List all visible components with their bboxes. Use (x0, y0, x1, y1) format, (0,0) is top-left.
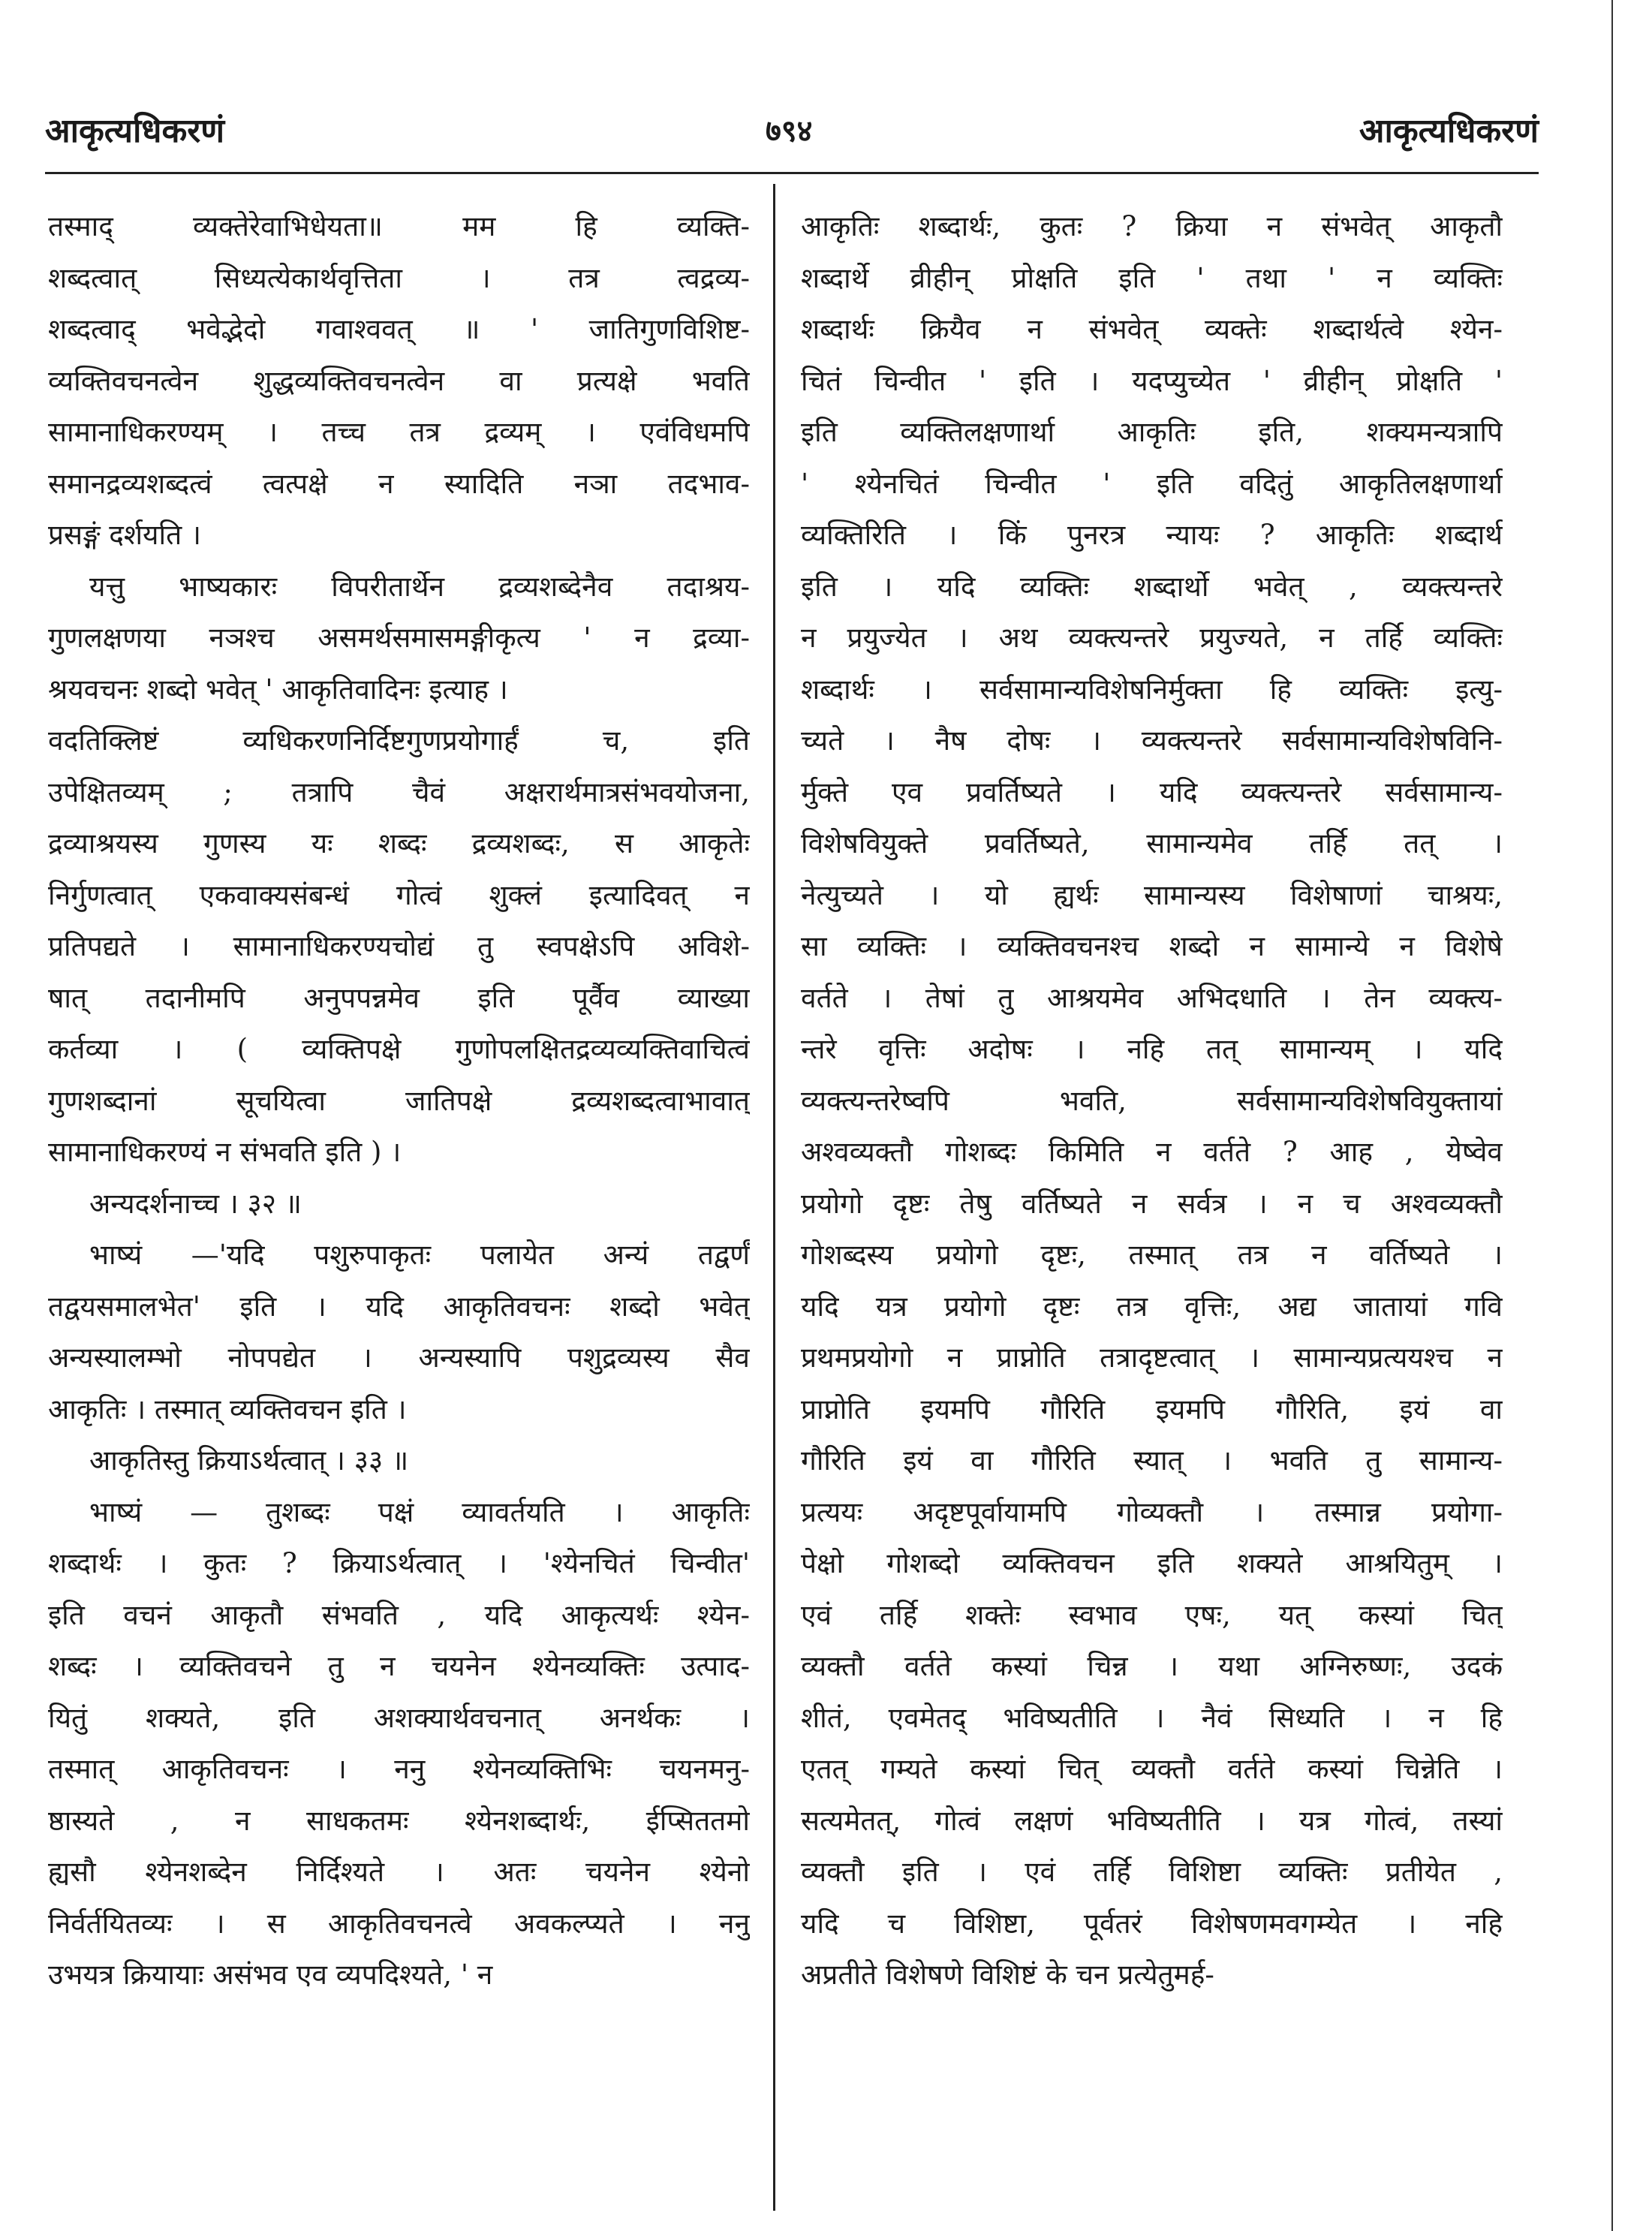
text-line: एवं तर्हि शक्तेः स्वभाव एषः, यत् कस्यां चित् (801, 1598, 1503, 1631)
text-line: श्रयवचनः शब्दो भवेत् ' आकृतिवादिनः इत्याह । (48, 673, 508, 706)
text-line: यदि यत्र प्रयोगो दृष्टः तत्र वृत्तिः, अद्य जातायां गवि (801, 1290, 1503, 1323)
text-line: इति । यदि व्यक्तिः शब्दार्थो भवेत् , व्यक्त्यन्तरे (801, 570, 1503, 603)
text-line: शब्दार्थः क्रियैव न संभवेत् व्यक्तेः शब्दार्थत्वे श्येन- (801, 313, 1503, 345)
text-line: उभयत्र क्रियायाः असंभव एव व्यपदिश्यते, ' न (48, 1959, 493, 1991)
text-line: प्रयोगो दृष्टः तेषु वर्तिष्यते न सर्वत्र । न च अश्वव्यक्तौ (801, 1187, 1503, 1220)
text-line: वदतिक्लिष्टं व्यधिकरणनिर्दिष्टगुणप्रयोगार्हं च, इति (48, 724, 750, 757)
text-line: एतत् गम्यते कस्यां चित् व्यक्तौ वर्तते कस्यां चिन्नेति । (801, 1753, 1503, 1785)
text-line: व्यक्तिरिति । किं पुनरत्र न्यायः ? आकृतिः शब्दार्थ (801, 519, 1503, 551)
text-line: च्यते । नैष दोषः । व्यक्त्यन्तरे सर्वसामान्यविशेषविनि- (801, 724, 1503, 757)
column-divider (773, 184, 775, 2211)
text-line: गोशब्दस्य प्रयोगो दृष्टः, तस्मात् तत्र न वर्तिष्यते । (801, 1239, 1503, 1271)
text-line: शब्दत्वाद् भवेद्भेदो गवाश्ववत् ॥ ' जातिगुणविशिष्ट- (48, 313, 750, 345)
text-line: चितं चिन्वीत ' इति । यदप्युच्येत ' व्रीहीन् प्रोक्षति ' (801, 364, 1503, 397)
text-line: ह्यसौ श्येनशब्देन निर्दिश्यते । अतः चयनेन श्येनो (48, 1856, 750, 1888)
page-edge-line (1611, 0, 1613, 2231)
text-line: ष्ठास्यते , न साधकतमः श्येनशब्दार्थः, ईप्सिततमो (48, 1804, 750, 1837)
text-line: व्यक्तिवचनत्वेन शुद्धव्यक्तिवचनत्वेन वा प्रत्यक्षे भवति (48, 364, 750, 397)
text-line: शब्दार्थे व्रीहीन् प्रोक्षति इति ' तथा ' न व्यक्तिः (801, 261, 1503, 294)
header-rule (45, 172, 1539, 174)
text-line: अश्वव्यक्तौ गोशब्दः किमिति न वर्तते ? आह , येष्वेव (801, 1136, 1503, 1168)
text-line: प्रथमप्रयोगो न प्राप्नोति तत्रादृष्टत्वात् । सामान्यप्रत्ययश्च न (801, 1341, 1503, 1374)
text-line: तस्माद् व्यक्तेरेवाभिधेयता॥ मम हि व्यक्ति- (48, 210, 750, 242)
text-line: प्राप्नोति इयमपि गौरिति इयमपि गौरिति, इयं वा (801, 1392, 1503, 1426)
text-line: सामानाधिकरण्यम् । तच्च तत्र द्रव्यम् । एवंविधमपि (48, 416, 750, 448)
text-line: प्रतिपद्यते । सामानाधिकरण्यचोद्यं तु स्वपक्षेऽपि अविशे- (48, 930, 750, 962)
text-line: इति व्यक्तिलक्षणार्था आकृतिः इति, शक्यमन्यत्रापि (801, 416, 1503, 448)
text-line: न प्रयुज्येत । अथ व्यक्त्यन्तरे प्रयुज्यते, न तर्हि व्यक्तिः (801, 622, 1503, 654)
text-line: अप्रतीते विशेषणे विशिष्टं के चन प्रत्येतुमर्ह- (801, 1959, 1214, 1991)
text-line: प्रत्ययः अदृष्टपूर्वायामपि गोव्यक्तौ । तस्मान्न प्रयोगा- (801, 1495, 1503, 1528)
text-line: आकृतिस्तु क्रियाऽर्थत्वात् । ३३ ॥ (89, 1444, 409, 1477)
text-line: शब्दत्वात् सिध्यत्येकार्थवृत्तिता । तत्र त्वद्रव्य- (48, 261, 750, 294)
text-line: तस्मात् आकृतिवचनः । ननु श्येनव्यक्तिभिः चयनमनु- (48, 1753, 750, 1785)
text-line: अन्यस्यालम्भो नोपपद्येत । अन्यस्यापि पशुद्रव्यस्य सैव (48, 1341, 750, 1374)
text-line: भाष्यं — तुशब्दः पक्षं व्यावर्तयति । आकृतिः (89, 1495, 750, 1528)
text-line: यत्तु भाष्यकारः विपरीतार्थेन द्रव्यशब्देनैव तदाश्रय- (89, 570, 750, 603)
text-line: निर्वर्तयितव्यः । स आकृतिवचनत्वे अवकल्प्यते । ननु (48, 1907, 750, 1940)
running-title-left: आकृत्यधिकरणं (45, 112, 225, 150)
text-line: शब्दः । व्यक्तिवचने तु न चयनेन श्येनव्यक्तिः उत्पाद- (48, 1650, 750, 1682)
text-line: अन्यदर्शनाच्च । ३२ ॥ (89, 1187, 302, 1220)
text-line: विशेषवियुक्ते प्रवर्तिष्यते, सामान्यमेव तर्हि तत् । (801, 827, 1503, 860)
text-line: न्तरे वृत्तिः अदोषः । नहि तत् सामान्यम् । यदि (801, 1033, 1503, 1065)
right-column (801, 201, 1503, 2001)
text-line: सत्यमेतत्, गोत्वं लक्षणं भविष्यतीति । यत्र गोत्वं, तस्यां (801, 1804, 1503, 1837)
text-line: आकृतिः । तस्मात् व्यक्तिवचन इति । (48, 1392, 407, 1426)
text-line: कर्तव्या । ( व्यक्तिपक्षे गुणोपलक्षितद्रव्यव्यक्तिवाचित्वं (48, 1033, 750, 1065)
page-header (45, 109, 1539, 163)
text-line: शब्दार्थः । कुतः ? क्रियाऽर्थत्वात् । 'श्येनचितं चिन्वीत' (48, 1547, 750, 1579)
text-line: यितुं शक्यते, इति अशक्यार्थवचनात् अनर्थकः । (48, 1701, 750, 1734)
text-line: आकृतिः शब्दार्थः, कुतः ? क्रिया न संभवेत् आकृतौ (801, 210, 1503, 242)
text-line: तद्वयसमालभेत' इति । यदि आकृतिवचनः शब्दो भवेत् (48, 1290, 750, 1323)
text-line: षात् तदानीमपि अनुपपन्नमेव इति पूर्वैव व्याख्या (48, 981, 750, 1014)
text-line: व्यक्तौ वर्तते कस्यां चिन्न । यथा अग्निरुष्णः, उदकं (801, 1650, 1503, 1682)
text-line: वर्तते । तेषां तु आश्रयमेव अभिदधाति । तेन व्यक्त्य- (801, 981, 1503, 1014)
text-line: व्यक्त्यन्तरेष्वपि भवति, सर्वसामान्यविशेषवियुक्तायां (801, 1084, 1503, 1117)
text-line: गौरिति इयं वा गौरिति स्यात् । भवति तु सामान्य- (801, 1444, 1503, 1477)
text-line: उपेक्षितव्यम् ; तत्रापि चैवं अक्षरार्थमात्रसंभवयोजना, (48, 775, 750, 808)
page-number: ७९४ (766, 114, 813, 149)
left-column (48, 201, 750, 2001)
text-line: सामानाधिकरण्यं न संभवति इति ) । (48, 1136, 402, 1168)
text-line: सा व्यक्तिः । व्यक्तिवचनश्च शब्दो न सामान्ये न विशेषे (801, 930, 1503, 962)
text-line: शीतं, एवमेतद् भविष्यतीति । नैवं सिध्यति । न हि (801, 1701, 1503, 1734)
text-line: इति वचनं आकृतौ संभवति , यदि आकृत्यर्थः श्येन- (48, 1598, 750, 1631)
text-line: पेक्षो गोशब्दो व्यक्तिवचन इति शक्यते आश्रयितुम् । (801, 1547, 1503, 1579)
running-title-right: आकृत्यधिकरणं (1359, 112, 1539, 150)
text-line: शब्दार्थः । सर्वसामान्यविशेषनिर्मुक्ता हि व्यक्तिः इत्यु- (801, 673, 1503, 706)
text-line: व्यक्तौ इति । एवं तर्हि विशिष्टा व्यक्तिः प्रतीयेत , (801, 1856, 1503, 1888)
text-line: प्रसङ्गं दर्शयति । (48, 519, 201, 551)
text-line: नेत्युच्यते । यो ह्यर्थः सामान्यस्य विशेषाणां चाश्रयः, (801, 878, 1503, 911)
text-line: गुणशब्दानां सूचयित्वा जातिपक्षे द्रव्यशब्दत्वाभावात् (48, 1084, 750, 1117)
text-line: निर्गुणत्वात् एकवाक्यसंबन्धं गोत्वं शुक्लं इत्यादिवत् न (48, 878, 750, 911)
text-line: यदि च विशिष्टा, पूर्वतरं विशेषणमवगम्येत । नहि (801, 1907, 1503, 1940)
text-line: समानद्रव्यशब्दत्वं त्वत्पक्षे न स्यादिति नञा तदभाव- (48, 467, 750, 500)
text-line: र्मुक्ते एव प्रवर्तिष्यते । यदि व्यक्त्यन्तरे सर्वसामान्य- (801, 775, 1503, 808)
text-line: द्रव्याश्रयस्य गुणस्य यः शब्दः द्रव्यशब्दः, स आकृतेः (48, 827, 750, 860)
text-line: भाष्यं —'यदि पशुरुपाकृतः पलायेत अन्यं तद्वर्णं (89, 1239, 750, 1271)
text-line: गुणलक्षणया नञश्च असमर्थसमासमङ्गीकृत्य ' न द्रव्या- (48, 622, 750, 654)
text-line: ' श्येनचितं चिन्वीत ' इति वदितुं आकृतिलक्षणार्था (801, 467, 1503, 500)
